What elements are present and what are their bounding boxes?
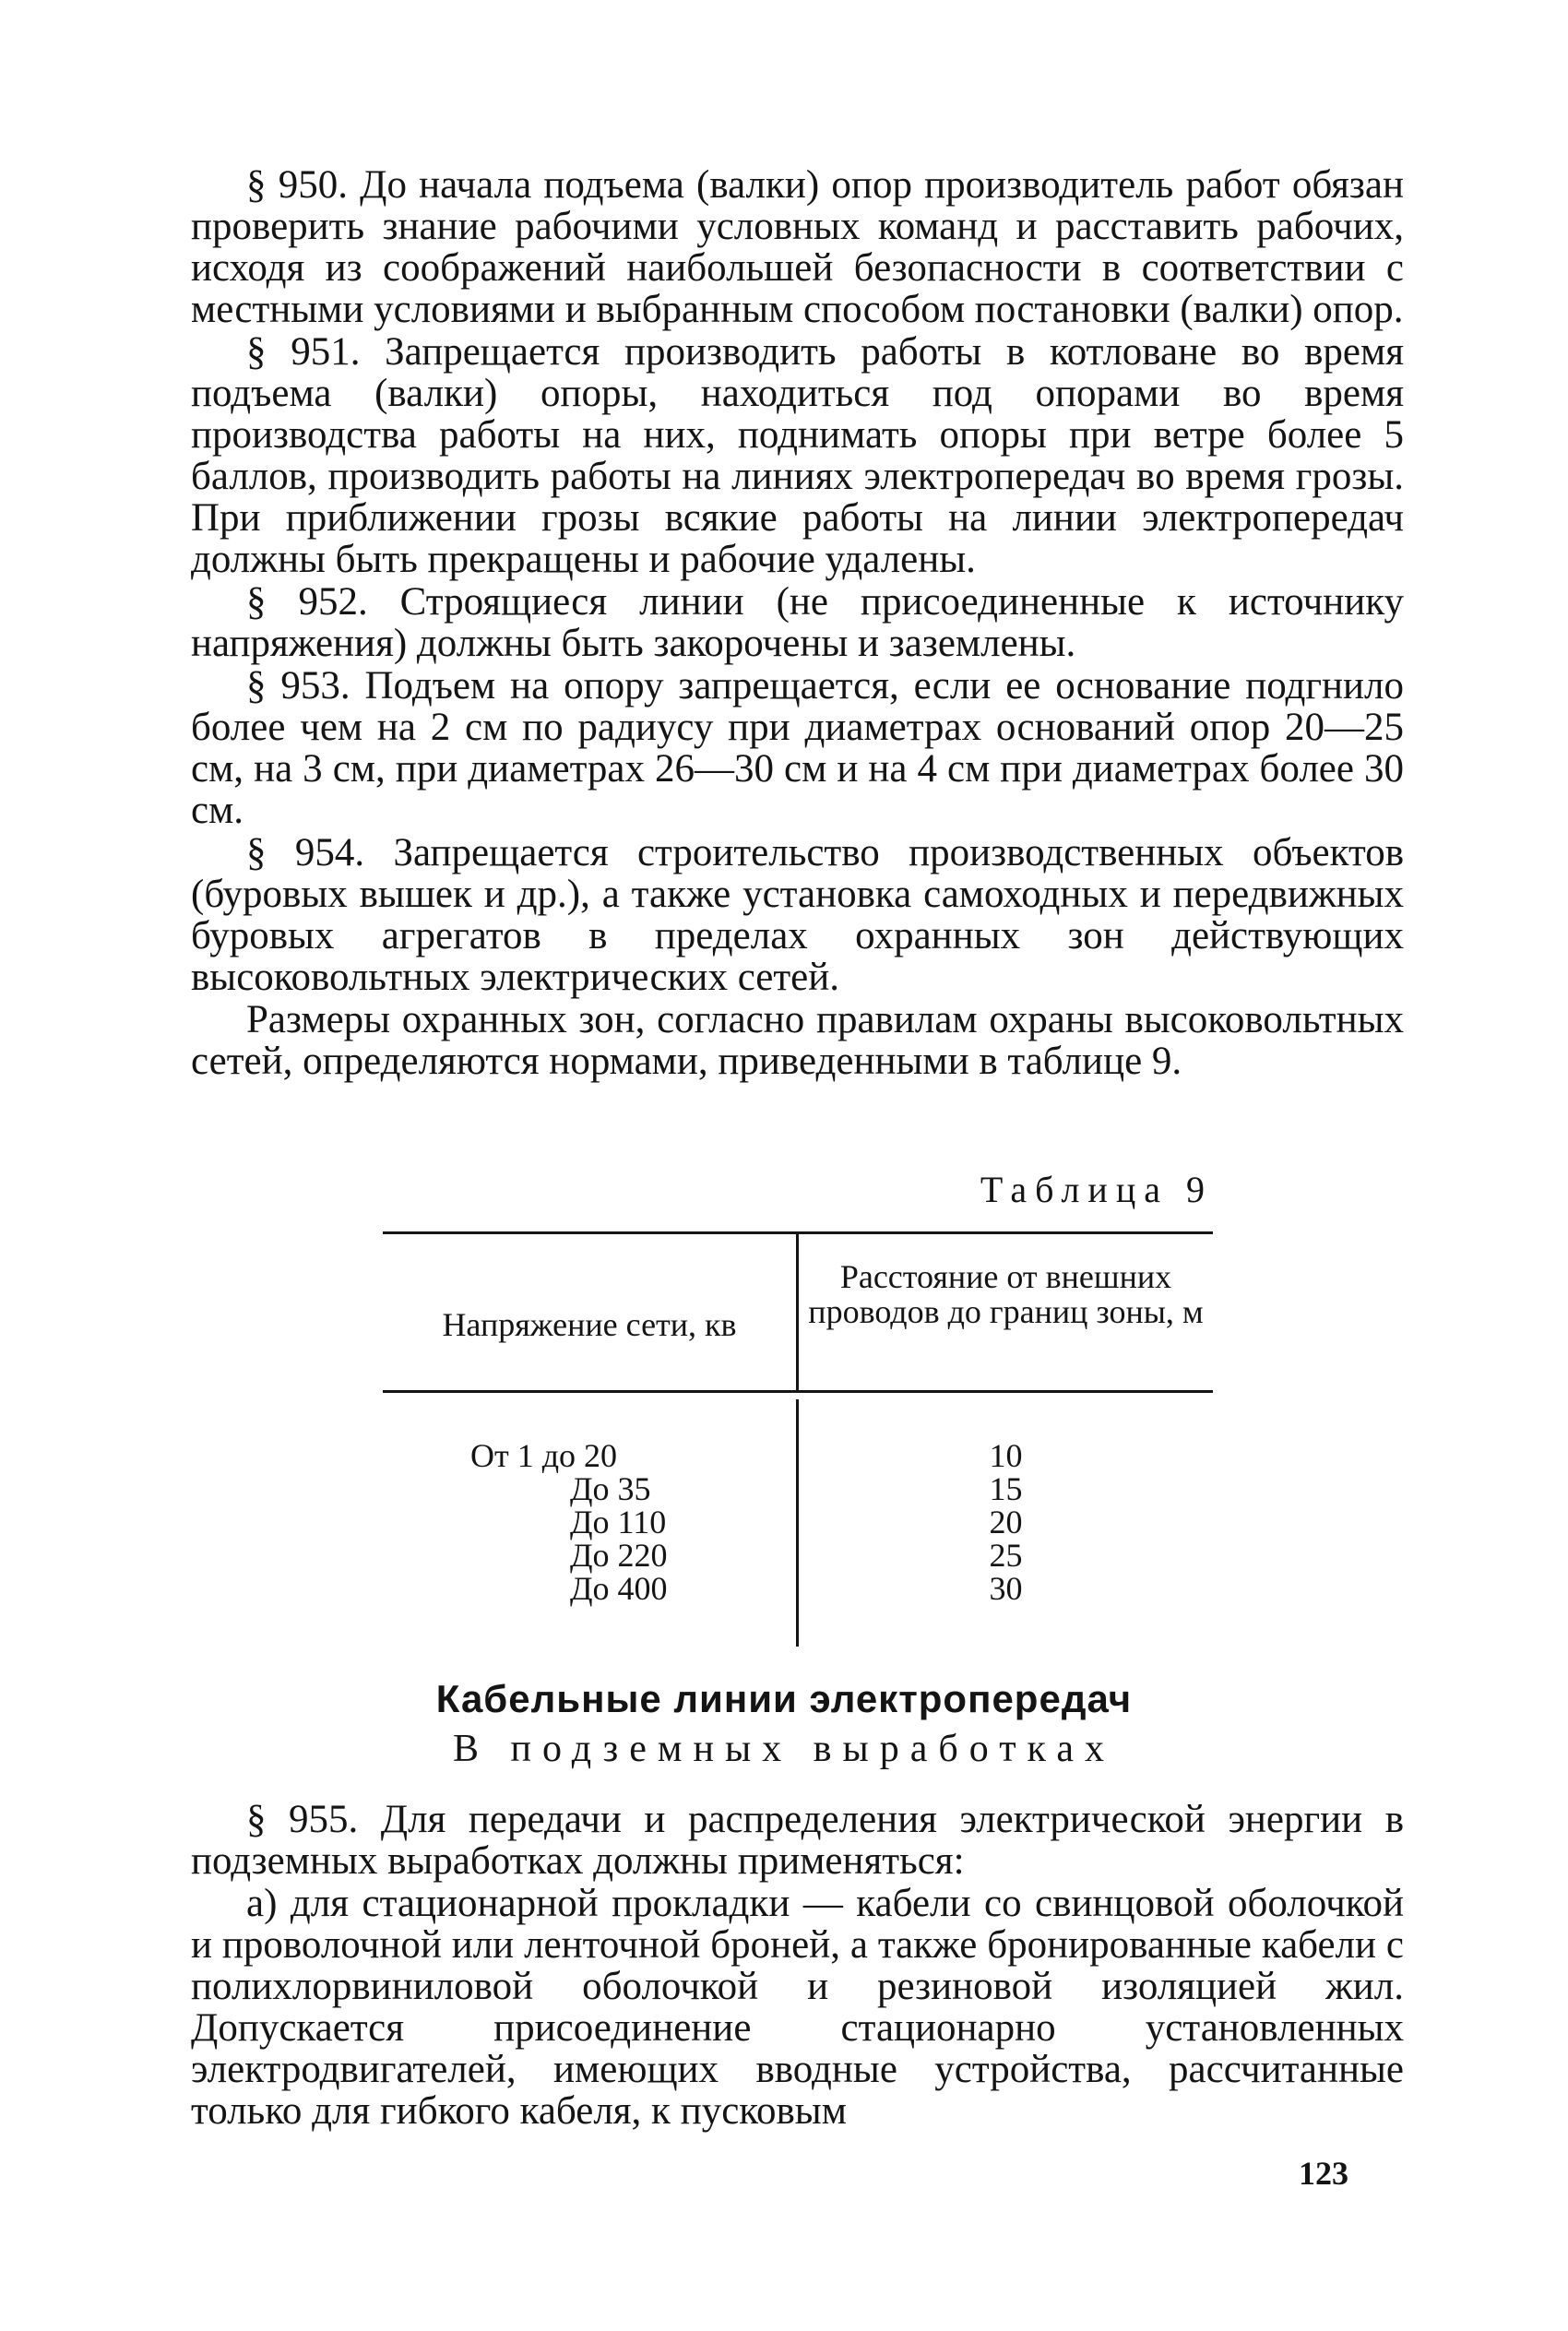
subsection-heading: В подземных выработках <box>453 1728 1115 1770</box>
header-distance: Расстояние от внешних проводов до границ зоны, м <box>808 1258 1204 1330</box>
paragraph-953: § 953. Подъем на опору запрещается, если ее основание подгнило более чем на 2 см по радиусу при диаметрах оснований опор 20—25 см, на 3 см, при диаметрах 26—30 см и на 4 см при диаметрах более 30 см. <box>191 664 1404 832</box>
column-distance <box>799 1439 1213 1605</box>
header-voltage: Напряжение сети, кв <box>442 1306 737 1343</box>
distance-cell: 10 <box>989 1437 1023 1474</box>
voltage-cell: До 35 <box>570 1470 651 1507</box>
body-text-top <box>191 164 1404 1083</box>
distance-cell: 25 <box>989 1537 1023 1574</box>
voltage-cell: До 400 <box>570 1570 668 1607</box>
voltage-cell: До 110 <box>570 1504 667 1540</box>
paragraph-955a: а) для стационарной прокладки — кабели со свинцовой оболочкой и проволочной или ленточной броней, а также бронированные кабели с полихлорвиниловой оболочкой и резиновой изоляцией жил. Допускается присоединение стационарно установленных электродвигателей, имеющих вводные устройства, рассчитанные только для гибкого кабеля, к пусковым <box>191 1882 1404 2133</box>
body-text-bottom <box>191 1799 1404 2133</box>
table-caption: Таблица 9 <box>980 1169 1213 1210</box>
voltage-cell: До 220 <box>570 1537 668 1574</box>
distance-cell: 20 <box>989 1504 1023 1540</box>
paragraph-954: § 954. Запрещается строительство производственных объектов (буровых вышек и др.), а также установка самоходных и передвижных буровых агрегатов в пределах охранных зон действующих высоковольтных электрических сетей. <box>191 831 1404 999</box>
paragraph-950: § 950. До начала подъема (валки) опор производитель работ обязан проверить знание рабочими условных команд и расставить рабочих, исходя из соображений наибольшей безопасности в соответствии с местными условиями и выбранным способом постановки (валки) опор. <box>191 163 1404 331</box>
distance-cell: 30 <box>989 1570 1023 1607</box>
page-number: 123 <box>1299 2155 1348 2192</box>
table-9 <box>383 1231 1213 1647</box>
section-heading: Кабельные линии электропередач <box>435 1677 1133 1720</box>
voltage-cell: От 1 до 20 <box>470 1437 618 1474</box>
paragraph-951: § 951. Запрещается производить работы в котловане во время подъема (валки) опоры, находиться под опорами во время производства работы на них, поднимать опоры при ветре более 5 баллов, производить работы на линиях электропередач во время грозы. При приближении грозы всякие работы на линии электропередач должны быть прекращены и рабочие удалены. <box>191 330 1404 581</box>
distance-cell: 15 <box>989 1470 1023 1507</box>
paragraph-954-zones: Размеры охранных зон, согласно правилам охраны высоковольтных сетей, определяются нормами, приведенными в таблице 9. <box>191 998 1404 1083</box>
paragraph-952: § 952. Строящиеся линии (не присоединенные к источнику напряжения) должны быть закорочены и заземлены. <box>191 580 1404 665</box>
paragraph-955: § 955. Для передачи и распределения электрической энергии в подземных выработках должны применяться: <box>191 1798 1404 1883</box>
table-header-rule <box>383 1390 1213 1393</box>
column-voltage <box>470 1439 668 1605</box>
